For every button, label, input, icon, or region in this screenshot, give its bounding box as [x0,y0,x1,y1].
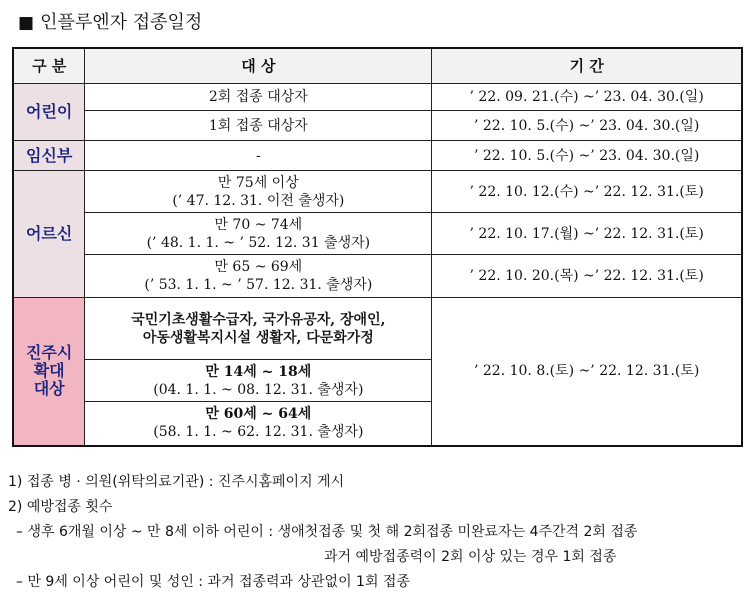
target-cell [85,298,432,360]
target-line: 아동생활복지시설 생활자, 다문화가정 [142,329,374,346]
target-line: 국민기초생활수급자, 국가유공자, 장애인, [131,311,386,328]
header-period: 기 간 [432,48,742,84]
target-line: 만 75세 이상 [217,174,299,191]
period-cell: ’ 22. 10. 5.(수) ~’ 23. 04. 30.(일) [432,141,742,171]
schedule-table [12,47,743,447]
category-line: 대상 [33,379,65,399]
category-children: 어린이 [13,84,85,141]
period-cell: ’ 22. 10. 12.(수) ~’ 22. 12. 31.(토) [432,171,742,213]
category-pregnant: 임신부 [13,141,85,171]
target-line: 만 70 ~ 74세 [214,216,303,233]
target-line: (04. 1. 1. ~ 08. 12. 31. 출생자) [153,381,364,398]
square-bullet-icon: ■ [18,13,35,33]
category-line: 확대 [33,361,65,381]
target-cell: 2회 접종 대상자 [85,84,432,111]
target-cell: 1회 접종 대상자 [85,111,432,141]
target-cell [85,255,432,298]
header-category: 구 분 [13,48,85,84]
target-line: (’ 48. 1. 1. ~ ’ 52. 12. 31 출생자) [146,234,371,251]
target-line: (’ 47. 12. 31. 이전 출생자) [172,192,345,209]
period-cell: ’ 22. 10. 5.(수) ~’ 23. 04. 30.(일) [432,111,742,141]
target-cell [85,171,432,213]
period-cell: ’ 22. 10. 8.(토) ~’ 22. 12. 31.(토) [432,298,742,446]
period-cell: ’ 22. 10. 20.(목) ~’ 22. 12. 31.(토) [432,255,742,298]
target-cell [85,360,432,402]
notes [8,470,637,595]
table-row [13,213,742,255]
period-cell: ’ 22. 10. 17.(월) ~’ 22. 12. 31.(토) [432,213,742,255]
target-line: 만 60세 ~ 64세 [205,406,312,423]
table-row [13,171,742,213]
category-line: 진주시 [25,343,73,363]
target-line: 만 65 ~ 69세 [214,259,303,275]
note-line: 2) 예방접종 횟수 [8,499,113,515]
table-row [13,141,742,171]
target-cell [85,402,432,446]
note-line: 과거 예방접종력이 2회 이상 있는 경우 1회 접종 [324,549,617,565]
note-line: – 생후 6개월 이상 ~ 만 8세 이하 어린이 : 생애첫접종 및 첫 해 2회접종 미완료자는 4주간격 2회 접종 [16,524,638,540]
category-jinju [13,298,85,446]
table-row [13,298,742,360]
target-line: 만 14세 ~ 18세 [205,363,312,380]
table-row [13,111,742,141]
table-row [13,255,742,298]
target-line: (58. 1. 1. ~ 62. 12. 31. 출생자) [153,424,364,441]
page-title [18,8,202,34]
category-elderly: 어르신 [13,171,85,298]
header-row [13,48,742,84]
period-cell: ’ 22. 09. 21.(수) ~’ 23. 04. 30.(일) [432,84,742,111]
title-text: 인플루엔자 접종일정 [40,12,203,33]
note-line: 1) 접종 병 · 의원(위탁의료기관) : 진주시홈페이지 게시 [8,474,345,490]
target-line: (’ 53. 1. 1. ~ ’ 57. 12. 31. 출생자) [144,277,373,293]
target-cell: - [85,141,432,171]
table-row [13,84,742,111]
target-cell [85,213,432,255]
note-line: – 만 9세 이상 어린이 및 성인 : 과거 접종력과 상관없이 1회 접종 [16,574,410,590]
header-target: 대 상 [85,48,432,84]
